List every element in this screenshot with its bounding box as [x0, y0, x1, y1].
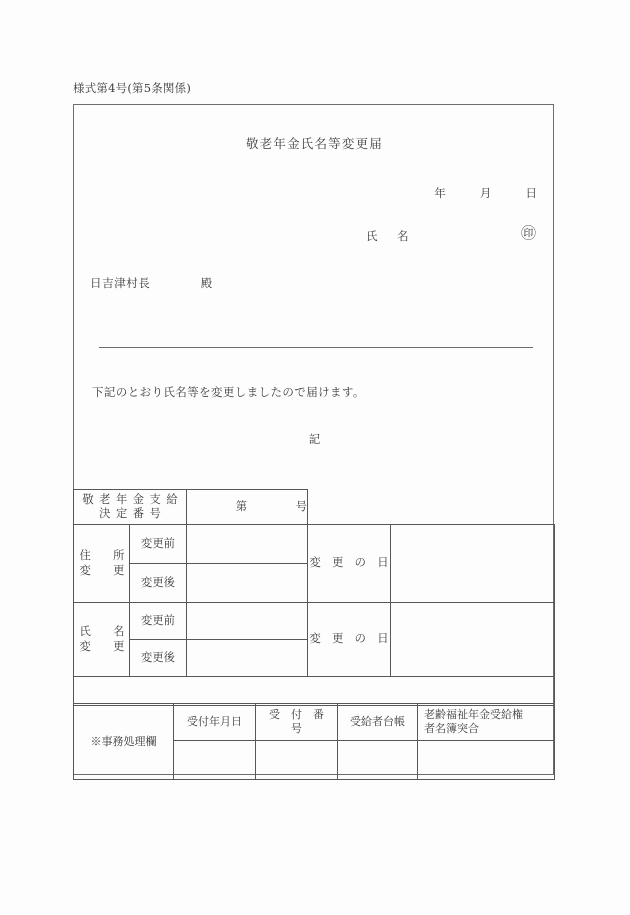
- addressee-recipient: 日吉津村長: [90, 276, 151, 290]
- addressee-honorific: 殿: [200, 276, 213, 290]
- signature-rule: [99, 347, 533, 348]
- table-row-office-headers: [74, 704, 555, 741]
- pension-number-empty-area: [308, 490, 555, 525]
- table-row-pension-number: [74, 490, 555, 525]
- pension-number-value-cell[interactable]: [187, 490, 308, 525]
- address-before-value[interactable]: [187, 525, 308, 564]
- date-year-label: 年: [434, 186, 446, 200]
- pension-number-suffix: 号: [295, 499, 308, 513]
- table-row-spacer: [74, 677, 555, 706]
- address-change-label: [74, 525, 130, 603]
- office-header-recipient-ledger: 受給者台帳: [338, 704, 418, 741]
- name-after-value[interactable]: [187, 640, 308, 677]
- address-change-date-value[interactable]: [391, 525, 555, 603]
- name-before-sublabel: 変更前: [130, 603, 187, 640]
- office-use-table: [73, 703, 555, 780]
- office-header-pension-roster-check: [418, 704, 555, 741]
- address-before-sublabel: 変更前: [130, 525, 187, 564]
- office-value-receipt-date[interactable]: [174, 741, 256, 780]
- pension-number-label-line2: 決定番号: [99, 507, 167, 520]
- form-outer-frame: [73, 104, 554, 775]
- date-month-label: 月: [479, 186, 492, 200]
- page-title: 敬老年金氏名等変更届: [245, 136, 383, 151]
- name-change-date-label: 変 更 の 日: [308, 603, 391, 677]
- office-section-label: ※事務処理欄: [74, 704, 174, 780]
- date-line: [74, 185, 555, 201]
- applicant-name-label: 氏 名: [366, 229, 413, 243]
- name-change-label-line1: 氏 名: [79, 625, 130, 639]
- name-change-label-line2: 変 更: [79, 639, 130, 653]
- table-row-name-before: [74, 603, 555, 640]
- office-header-roster-line2: 者名簿突合: [424, 722, 479, 735]
- date-day-label: 日: [525, 186, 537, 200]
- form-number-label: 様式第4号(第5条関係): [73, 81, 192, 95]
- address-after-sublabel: 変更後: [130, 564, 187, 603]
- seal-stamp-icon: ㊞: [521, 224, 537, 242]
- addressee-line: [90, 275, 213, 291]
- pension-number-label-line1: 敬老年金支給: [82, 492, 184, 506]
- pension-number-label: [74, 490, 187, 525]
- body-statement: 下記のとおり氏名等を変更しましたので届けます。: [92, 385, 365, 399]
- office-header-receipt-number: 受 付 番 号: [256, 704, 338, 741]
- office-value-pension-roster-check[interactable]: [418, 741, 555, 780]
- change-details-table: [73, 489, 555, 706]
- table-row-address-before: [74, 525, 555, 564]
- address-change-date-label: 変 更 の 日: [308, 525, 391, 603]
- office-value-receipt-number[interactable]: [256, 741, 338, 780]
- address-change-label-line2: 変 更: [79, 563, 130, 577]
- office-header-receipt-date: 受付年月日: [174, 704, 256, 741]
- name-after-sublabel: 変更後: [130, 640, 187, 677]
- name-change-date-value[interactable]: [391, 603, 555, 677]
- pension-number-prefix: 第: [235, 499, 248, 513]
- office-header-roster-line1: 老齢福祉年金受給権: [424, 708, 523, 722]
- name-change-label: [74, 603, 130, 677]
- applicant-name-row: [74, 224, 555, 250]
- office-value-recipient-ledger[interactable]: [338, 741, 418, 780]
- name-before-value[interactable]: [187, 603, 308, 640]
- address-change-label-line1: 住 所: [79, 549, 130, 563]
- spacer-cell: [74, 677, 555, 706]
- ki-marker: 記: [308, 432, 321, 446]
- address-after-value[interactable]: [187, 564, 308, 603]
